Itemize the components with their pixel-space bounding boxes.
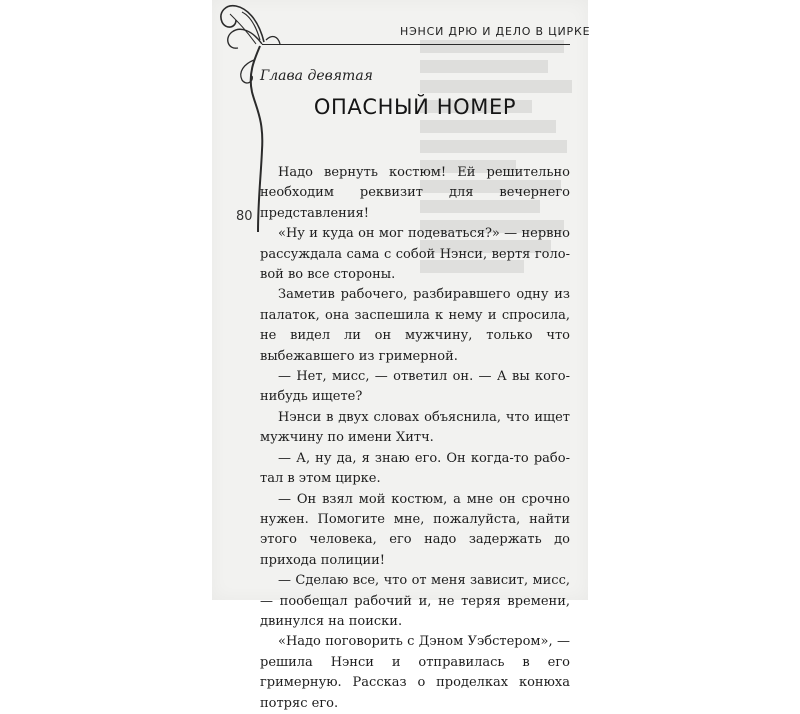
paragraph: Надо вернуть костюм! Ей решительно необходим реквизит для вечернего представления! <box>260 165 570 221</box>
page-number: 80 <box>236 209 253 224</box>
chapter-label: Глава девятая <box>260 68 373 84</box>
paragraph: Заметив рабочего, разбиравшего одну из палаток, она заспешила к нему и спросила, не видел ли он мужчину, только что выбежавшего из гримерной. <box>260 287 570 364</box>
paragraph: — Он взял мой костюм, а мне он срочно нужен. Помогите мне, пожалуйста, найти этого человека, его надо задержать до прихода полиции! <box>260 491 570 568</box>
paragraph: «Надо поговорить с Дэном Уэбстером», — решила Нэнси и отправилась в его гримерную. Рассказ о проделках конюха потряс его. <box>260 634 570 711</box>
chapter-body <box>260 163 570 714</box>
running-title: НЭНСИ ДРЮ И ДЕЛО В ЦИРКЕ <box>400 25 591 38</box>
header-rule <box>262 44 570 45</box>
paragraph: Нэнси в двух словах объяснила, что ищет мужчину по имени Хитч. <box>260 409 570 446</box>
chapter-title: ОПАСНЫЙ НОМЕР <box>313 95 517 119</box>
paragraph: — Нет, мисс, — ответил он. — А вы кого-нибудь ищете? <box>260 369 570 405</box>
paragraph: — Сделаю все, что от меня зависит, мисс, — пообещал рабочий и, не теряя времени, двинулся на поиски. <box>260 573 570 629</box>
paragraph: — А, ну да, я знаю его. Он когда-то работал в этом цирке. <box>260 450 570 487</box>
paragraph: «Ну и куда он мог подеваться?» — нервно рассуждала сама с собой Нэнси, вертя головой во все стороны. <box>260 226 570 283</box>
